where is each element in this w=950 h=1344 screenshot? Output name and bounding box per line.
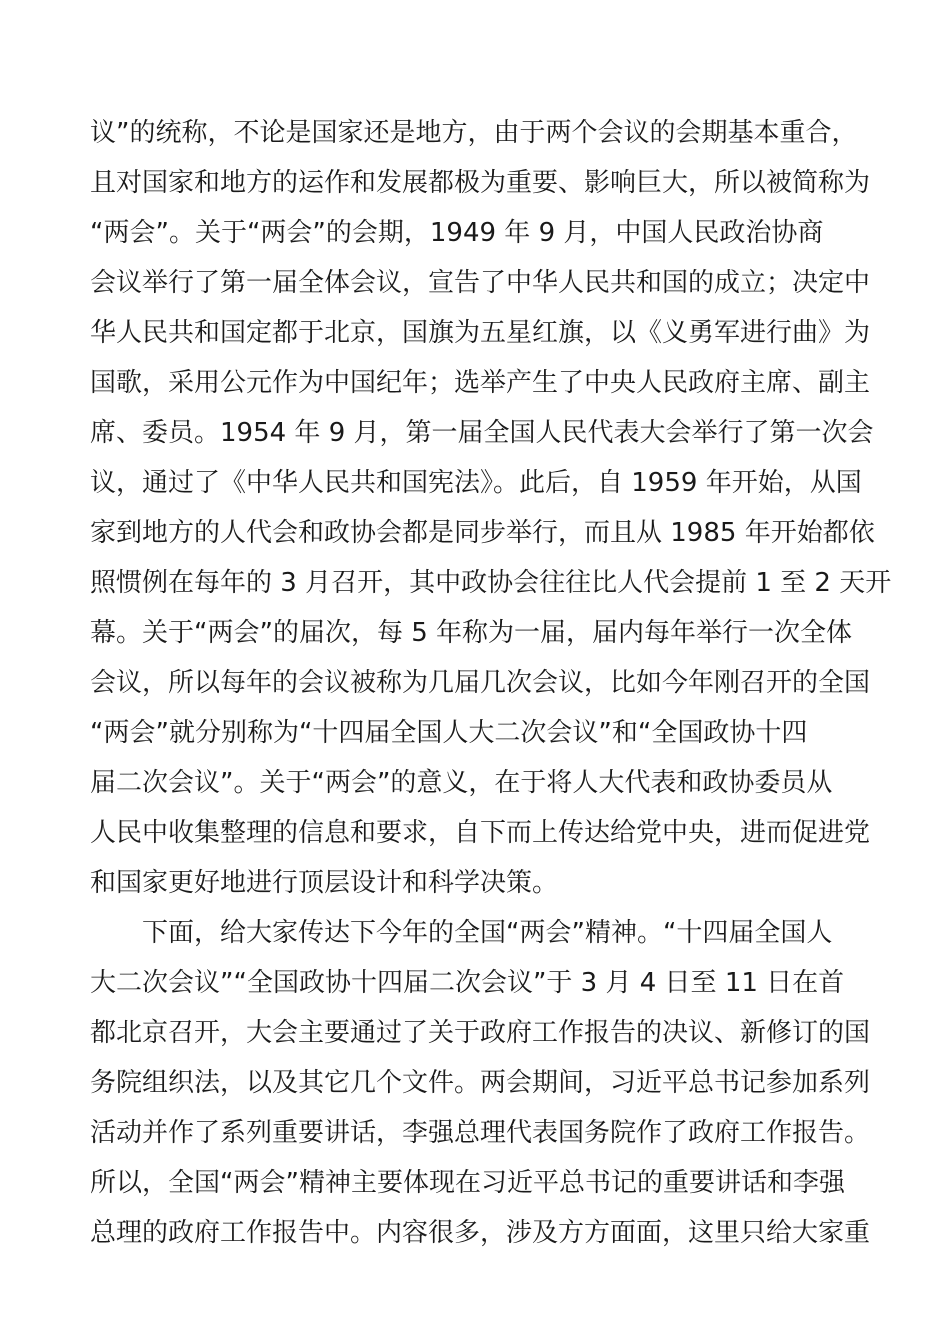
text-line: 人民中收集整理的信息和要求，自下而上传达给党中央，进而促进党 [90, 818, 871, 848]
text-line: 大二次会议”“全国政协十四届二次会议”于 3 月 4 日至 11 日在首 [90, 968, 845, 998]
text-line: 务院组织法，以及其它几个文件。两会期间，习近平总书记参加系列 [90, 1068, 871, 1098]
text-line: 幕。关于“两会”的届次，每 5 年称为一届，届内每年举行一次全体 [90, 618, 853, 648]
text-line: 会议，所以每年的会议被称为几届几次会议，比如今年刚召开的全国 [90, 668, 871, 698]
text-line: 活动并作了系列重要讲话，李强总理代表国务院作了政府工作报告。 [90, 1118, 871, 1148]
text-line: 议，通过了《中华人民共和国宪法》。此后，自 1959 年开始，从国 [90, 468, 862, 498]
text-line: 且对国家和地方的运作和发展都极为重要、影响巨大，所以被简称为 [90, 168, 871, 198]
text-line: 国歌，采用公元作为中国纪年；选举产生了中央人民政府主席、副主 [90, 368, 871, 398]
text-line: 届二次会议”。关于“两会”的意义，在于将人大代表和政协委员从 [90, 768, 833, 798]
text-line: 和国家更好地进行顶层设计和科学决策。 [90, 868, 559, 898]
paragraph-2 [90, 908, 870, 1258]
text-line: “两会”。关于“两会”的会期，1949 年 9 月，中国人民政治协商 [90, 218, 824, 248]
text-line: 所以，全国“两会”精神主要体现在习近平总书记的重要讲话和李强 [90, 1168, 845, 1198]
text-line: 华人民共和国定都于北京，国旗为五星红旗，以《义勇军进行曲》为 [90, 318, 871, 348]
text-line: 家到地方的人代会和政协会都是同步举行，而且从 1985 年开始都依 [90, 518, 875, 548]
text-line: 下面，给大家传达下今年的全国“两会”精神。“十四届全国人 [142, 918, 833, 948]
text-line: 照惯例在每年的 3 月召开，其中政协会往往比人代会提前 1 至 2 天开 [90, 568, 892, 598]
text-line: 总理的政府工作报告中。内容很多，涉及方方面面，这里只给大家重 [90, 1218, 871, 1248]
text-line: 议”的统称，不论是国家还是地方，由于两个会议的会期基本重合， [90, 118, 858, 148]
text-line: 都北京召开，大会主要通过了关于政府工作报告的决议、新修订的国 [90, 1018, 871, 1048]
text-line: “两会”就分别称为“十四届全国人大二次会议”和“全国政协十四 [90, 718, 808, 748]
body-text [90, 108, 892, 1258]
text-line: 会议举行了第一届全体会议，宣告了中华人民共和国的成立；决定中 [90, 268, 871, 298]
paragraph-1 [90, 108, 892, 908]
text-line: 席、委员。1954 年 9 月，第一届全国人民代表大会举行了第一次会 [90, 418, 874, 448]
